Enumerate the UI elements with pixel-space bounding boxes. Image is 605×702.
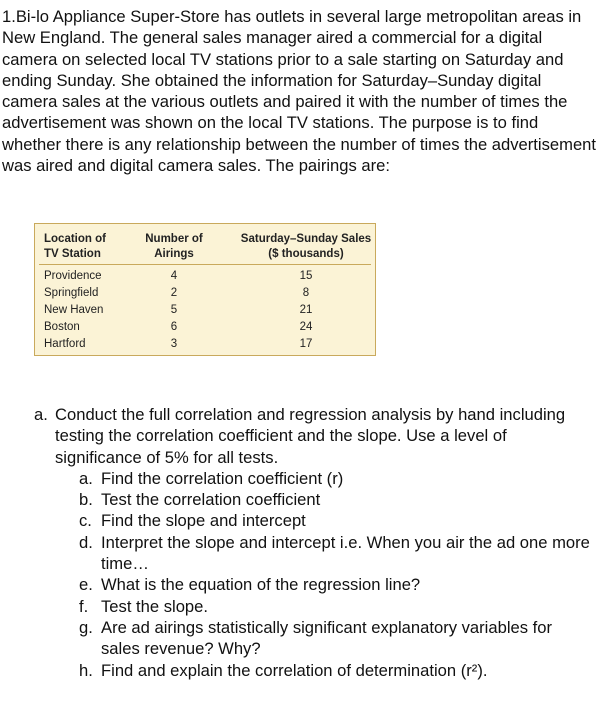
list-item bbox=[79, 596, 594, 617]
sub-question-text: Find the correlation coefficient (r) bbox=[101, 468, 344, 488]
cell-sales: 24 bbox=[299, 321, 313, 333]
sub-question-text: Test the slope. bbox=[101, 596, 208, 616]
problem-number: 1. bbox=[2, 7, 16, 26]
sub-question-text: Test the correlation coefficient bbox=[101, 490, 321, 510]
table-row bbox=[35, 302, 375, 319]
cell-airings: 5 bbox=[170, 304, 178, 316]
sub-question-label: c. bbox=[79, 511, 92, 531]
sub-question-label: h. bbox=[79, 660, 93, 680]
sub-question-label: g. bbox=[79, 617, 93, 637]
sub-question-text: Find and explain the correlation of determination (r²). bbox=[101, 660, 488, 680]
cell-location: Providence bbox=[44, 270, 102, 282]
question-block bbox=[34, 404, 594, 681]
sub-question-text: What is the equation of the regression line? bbox=[101, 575, 421, 595]
list-item bbox=[79, 489, 594, 510]
sub-question-label: d. bbox=[79, 532, 93, 552]
header-airings: Number of Airings bbox=[145, 233, 203, 260]
header-sales: Saturday–Sunday Sales ($ thousands) bbox=[240, 233, 372, 260]
cell-sales: 8 bbox=[302, 287, 310, 299]
sub-question-label: e. bbox=[79, 575, 93, 595]
question-label: a. bbox=[34, 405, 48, 424]
list-item bbox=[79, 510, 594, 531]
cell-sales: 15 bbox=[299, 270, 313, 282]
sub-question-label: a. bbox=[79, 468, 93, 488]
cell-airings: 4 bbox=[170, 270, 178, 282]
cell-location: Hartford bbox=[44, 338, 86, 350]
cell-airings: 2 bbox=[170, 287, 178, 299]
problem-intro bbox=[2, 6, 600, 176]
sub-question-list bbox=[79, 468, 594, 681]
table-row bbox=[35, 268, 375, 285]
cell-airings: 3 bbox=[170, 338, 178, 350]
problem-text: Bi-lo Appliance Super-Store has outlets in several large metropolitan areas in New England. The general sales manager aired a commercial for a digital camera on selected local TV stations prior to a sale starting on Saturday and ending Sunday. She obtained the information for Saturday–Sunday digital camera sales at the various outlets and paired it with the number of times the advertisement was shown on the local TV stations. The purpose is to find whether there is any relationship between the number of times the advertisement was aired and digital camera sales. The pairings are: bbox=[2, 7, 597, 176]
table-row bbox=[35, 319, 375, 336]
cell-location: Boston bbox=[44, 321, 80, 333]
sub-question-label: b. bbox=[79, 490, 93, 510]
cell-location: New Haven bbox=[44, 304, 104, 316]
sub-question-text: Find the slope and intercept bbox=[101, 511, 306, 531]
header-divider bbox=[39, 264, 371, 265]
cell-location: Springfield bbox=[44, 287, 99, 299]
list-item bbox=[79, 660, 594, 681]
cell-sales: 17 bbox=[299, 338, 313, 350]
sub-question-label: f. bbox=[79, 596, 89, 616]
list-item bbox=[79, 574, 594, 595]
list-item bbox=[79, 532, 594, 575]
table-row bbox=[35, 285, 375, 302]
sub-question-text: Are ad airings statistically significant explanatory variables for sales revenue? Why? bbox=[101, 617, 553, 659]
question-text: Conduct the full correlation and regression analysis by hand including testing the correlation coefficient and the slope. Use a level of significance of 5% for all tests. bbox=[55, 405, 566, 467]
sub-question-text: Interpret the slope and intercept i.e. When you air the ad one more time… bbox=[101, 532, 590, 574]
table-row bbox=[35, 336, 375, 353]
list-item bbox=[79, 468, 594, 489]
cell-airings: 6 bbox=[170, 321, 178, 333]
data-table bbox=[34, 223, 376, 356]
table-body bbox=[35, 268, 375, 353]
header-location: Location of TV Station bbox=[44, 233, 106, 260]
cell-sales: 21 bbox=[299, 304, 313, 316]
question-main bbox=[34, 404, 594, 468]
list-item bbox=[79, 617, 594, 660]
